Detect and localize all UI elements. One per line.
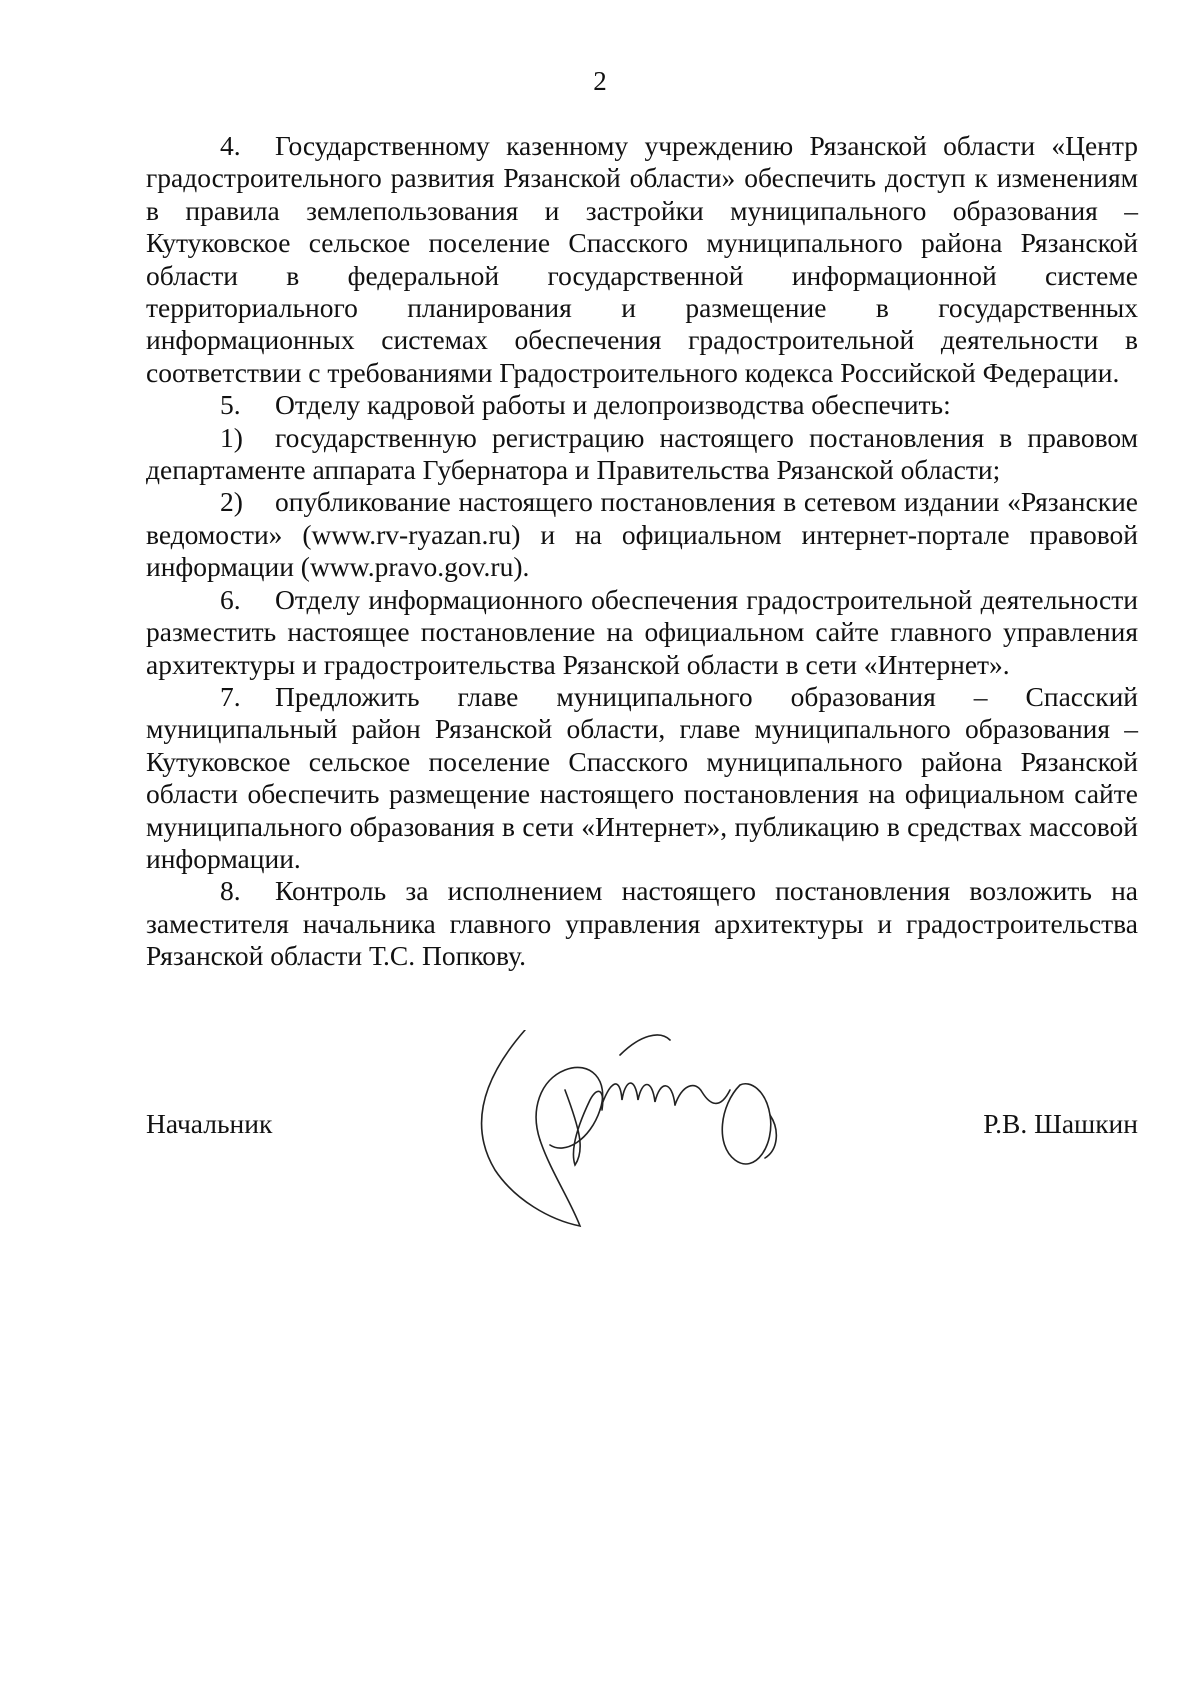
- paragraph-number: 6.: [220, 583, 241, 615]
- paragraph-text: Отделу кадровой работы и делопроизводства обеспечить:: [275, 389, 951, 421]
- paragraph-number: 5.: [220, 389, 241, 421]
- paragraph-text: Контроль за исполнением настоящего постановления возложить на заместителя начальника главного управления архитектуры и градостроительства Рязанской области Т.С. Попкову.: [146, 875, 1138, 972]
- paragraph-text: Государственному казенному учреждению Рязанской области «Центр градостроительного развития Рязанской области» обеспечить доступ к изменениям в правила землепользования и застройки муниципального образования – Кутуковское сельское поселение Спасского муниципального района Рязанской области в федеральной государственной информационной системе территориального планирования и размещение в государственных информационных системах обеспечения градостроительной деятельности в соответствии с требованиями Градостроительного кодекса Российской Федерации.: [146, 130, 1138, 388]
- paragraph-6: [146, 584, 1138, 681]
- paragraph-8: [146, 875, 1138, 972]
- paragraph-text: Предложить главе муниципального образования – Спасский муниципальный район Рязанской области, главе муниципального образования – Кутуковское сельское поселение Спасского муниципального района Рязанской области обеспечить размещение настоящего постановления на официальном сайте муниципального образования в сети «Интернет», публикацию в средствах массовой информации.: [146, 680, 1138, 874]
- paragraph-number: 7.: [220, 680, 241, 712]
- page-number: 2: [593, 66, 607, 96]
- paragraph-number: 2): [220, 486, 243, 518]
- signatory-title: Начальник: [146, 1108, 273, 1139]
- paragraph-4: [146, 130, 1138, 389]
- paragraph-number: 4.: [220, 130, 241, 161]
- paragraph-number: 8.: [220, 875, 241, 907]
- paragraph-text: государственную регистрацию настоящего постановления в правовом департаменте аппарата Губернатора и Правительства Рязанской области;: [146, 421, 1138, 486]
- signatory-name: Р.В. Шашкин: [983, 1108, 1138, 1139]
- paragraph-text: опубликование настоящего постановления в сетевом издании «Рязанские ведомости» (www.rv-ryazan.ru) и на официальном интернет-портале правовой информации (www.pravo.gov.ru).: [146, 486, 1138, 583]
- paragraph-text: Отделу информационного обеспечения градостроительной деятельности разместить настоящее постановление на официальном сайте главного управления архитектуры и градостроительства Рязанской области в сети «Интернет».: [146, 583, 1138, 680]
- subparagraph-2: [146, 486, 1138, 583]
- paragraph-7: [146, 681, 1138, 875]
- paragraph-5: [146, 389, 1138, 421]
- document-body: [146, 130, 1138, 973]
- paragraph-number: 1): [220, 421, 243, 453]
- signature-block: [146, 1108, 1138, 1148]
- subparagraph-1: [146, 422, 1138, 487]
